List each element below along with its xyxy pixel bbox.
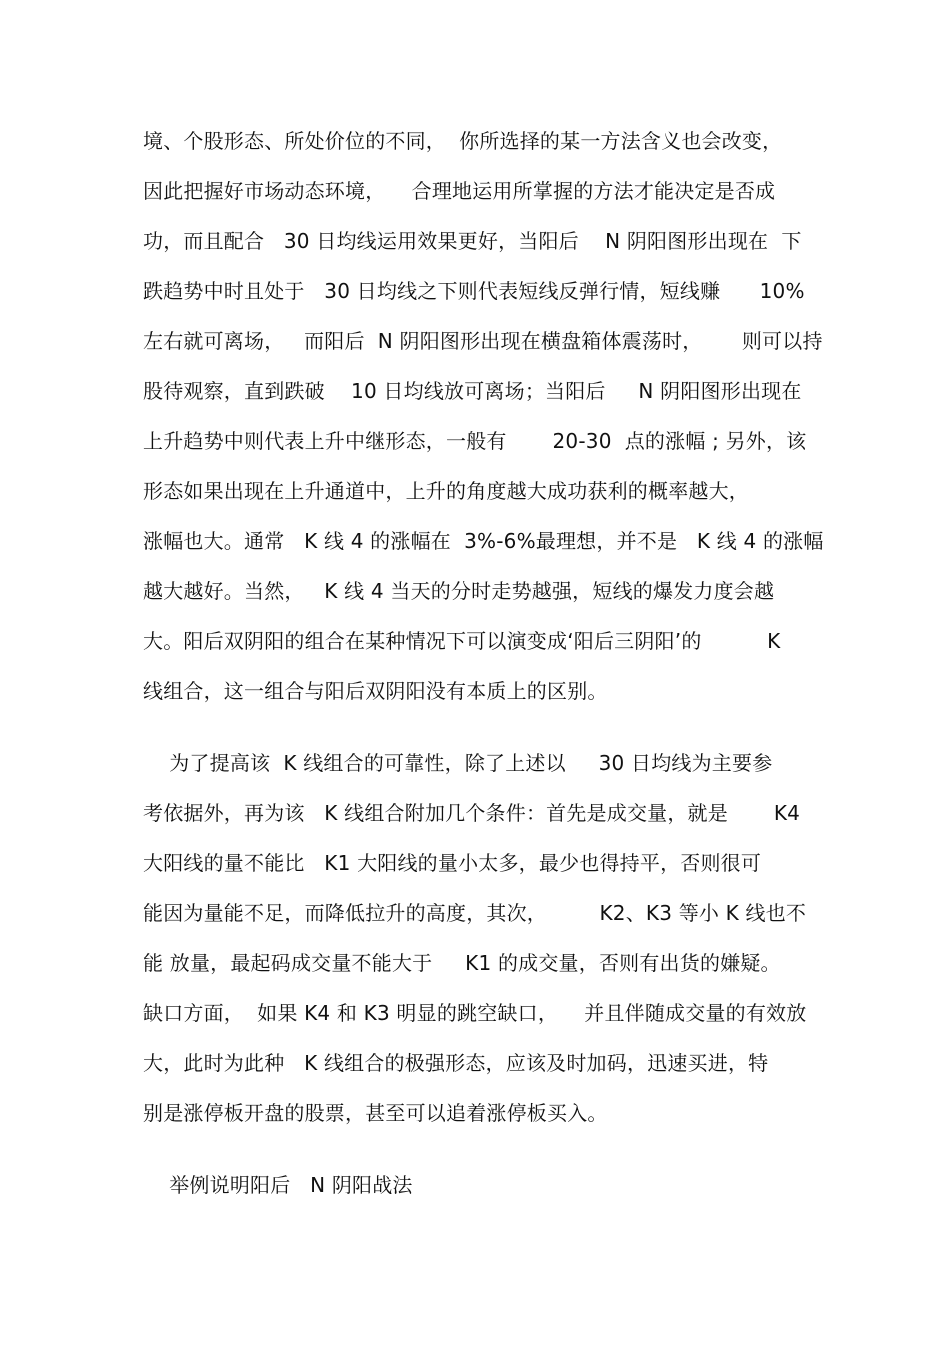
paragraph-1-line-4: 跌趋势中时且处于 30 日均线之下则代表短线反弹行情，短线赚 10% — [143, 279, 805, 303]
paragraph-2-line-6: 缺口方面， 如果 K4 和 K3 明显的跳空缺口， 并且伴随成交量的有效放 — [143, 1001, 807, 1025]
paragraph-3-line-1: 举例说明阳后 N 阴阳战法 — [143, 1173, 413, 1197]
paragraph-1-line-8: 形态如果出现在上升通道中，上升的角度越大成功获利的概率越大， — [143, 479, 749, 503]
paragraph-2-line-3: 大阳线的量不能比 K1 大阳线的量小太多，最少也得持平，否则很可 — [143, 851, 762, 875]
paragraph-1-line-11: 大。阳后双阴阳的组合在某种情况下可以演变成‘阳后三阴阳’的 K — [143, 629, 781, 653]
paragraph-2-line-2: 考依据外，再为该 K 线组合附加几个条件：首先是成交量，就是 K4 — [143, 801, 801, 825]
paragraph-1-line-9: 涨幅也大。通常 K 线 4 的涨幅在 3%-6%最理想，并不是 K 线 4 的涨幅 — [143, 529, 824, 553]
paragraph-2-line-4: 能因为量能不足，而降低拉升的高度，其次， K2、K3 等小 K 线也不 — [143, 901, 807, 925]
paragraph-1-line-5: 左右就可离场， 而阳后 N 阴阳图形出现在横盘箱体震荡时， 则可以持 — [143, 329, 823, 353]
paragraph-1-line-10: 越大越好。当然， K 线 4 当天的分时走势越强，短线的爆发力度会越 — [143, 579, 775, 603]
paragraph-1-line-12: 线组合，这一组合与阳后双阴阳没有本质上的区别。 — [143, 679, 608, 703]
paragraph-2-line-7: 大，此时为此种 K 线组合的极强形态，应该及时加码，迅速买进，特 — [143, 1051, 769, 1075]
paragraph-1-line-6: 股待观察，直到跌破 10 日均线放可离场；当阳后 N 阴阳图形出现在 — [143, 379, 802, 403]
paragraph-1-line-2: 因此把握好市场动态环境， 合理地运用所掌握的方法才能决定是否成 — [143, 179, 776, 203]
paragraph-2-line-8: 别是涨停板开盘的股票，甚至可以追着涨停板买入。 — [143, 1101, 608, 1125]
paragraph-2-line-1: 为了提高该 K 线组合的可靠性，除了上述以 30 日均线为主要参 — [143, 751, 773, 775]
paragraph-1-line-3: 功，而且配合 30 日均线运用效果更好，当阳后 N 阴阳图形出现在 下 — [143, 229, 802, 253]
paragraph-1-line-7: 上升趋势中则代表上升中继形态，一般有 20-30 点的涨幅 ; 另外，该 — [143, 429, 807, 453]
paragraph-2-line-5: 能 放量，最起码成交量不能大于 K1 的成交量，否则有出货的嫌疑。 — [143, 951, 781, 975]
paragraph-1-line-1: 境、个股形态、所处价位的不同， 你所选择的某一方法含义也会改变， — [143, 129, 783, 153]
